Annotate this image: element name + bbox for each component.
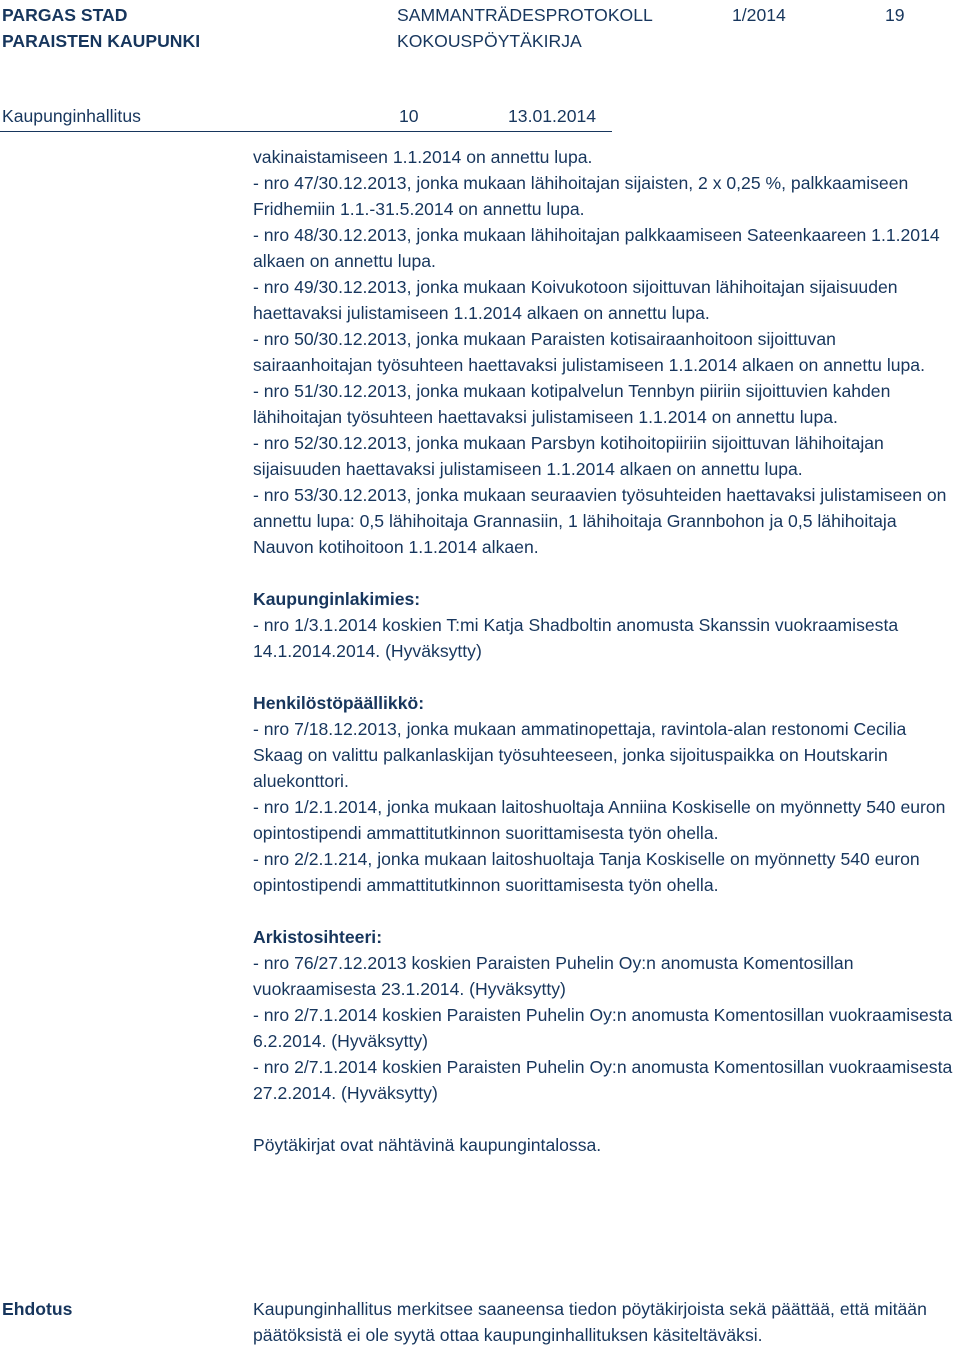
page-number: 19	[885, 5, 905, 25]
closing-note: Pöytäkirjat ovat nähtävinä kaupungintalossa.	[253, 1135, 602, 1155]
org-name-swedish: PARGAS STAD	[2, 5, 128, 25]
list-item: - nro 76/27.12.2013 koskien Paraisten Puhelin Oy:n anomusta Komentosillan vuokraamisesta 23.1.2014. (Hyväksytty)	[253, 953, 854, 999]
meeting-date: 13.01.2014	[508, 106, 597, 126]
list-item: - nro 1/3.1.2014 koskien T:mi Katja Shadboltin anomusta Skanssin vuokraamisesta 14.1.2014.2014. (Hyväksytty)	[253, 615, 899, 661]
list-item: - nro 53/30.12.2013, jonka mukaan seuraavien työsuhteiden haettavaksi julistamiseen on annettu lupa: 0,5 lähihoitaja Grannasiin, 1 lähihoitaja Grannbohon ja 0,5 lähihoitaja Nauvon kotihoitoon 1.1.2014 alkaen.	[253, 485, 947, 557]
section-title-archive-secretary: Arkistosihteeri:	[253, 927, 383, 947]
page-header	[0, 2, 960, 56]
list-item: - nro 2/2.1.214, jonka mukaan laitoshuoltaja Tanja Koskiselle on myönnetty 540 euron opintostipendi ammattitutkinnon suorittamisesta työn ohella.	[253, 849, 920, 895]
proposal-label: Ehdotus	[2, 1299, 73, 1319]
meeting-meta	[0, 103, 960, 129]
list-item: - nro 52/30.12.2013, jonka mukaan Parsbyn kotihoitopiiriin sijoittuvan lähihoitajan sijaisuuden haettavaksi julistamiseen 1.1.2014 alkaen on annettu lupa.	[253, 433, 884, 479]
proposal-text: Kaupunginhallitus merkitsee saaneensa tiedon pöytäkirjoista sekä päättää, että mitään päätöksistä ei ole syytä ottaa kaupunginhallituksen käsiteltäväksi.	[253, 1299, 927, 1345]
list-item: - nro 50/30.12.2013, jonka mukaan Paraisten kotisairaanhoitoon sijoittuvan sairaanhoitajan työsuhteen haettavaksi julistamiseen 1.1.2014 alkaen on annettu lupa.	[253, 329, 925, 375]
doc-type-swedish: SAMMANTRÄDESPROTOKOLL	[397, 5, 653, 25]
meeting-body: Kaupunginhallitus	[2, 106, 141, 126]
section-title-city-lawyer: Kaupunginlakimies:	[253, 589, 421, 609]
list-item: - nro 2/7.1.2014 koskien Paraisten Puhelin Oy:n anomusta Komentosillan vuokraamisesta 6.2.2014. (Hyväksytty)	[253, 1005, 953, 1051]
list-item: - nro 7/18.12.2013, jonka mukaan ammatinopettaja, ravintola-alan restonomi Cecilia Skaag on valittu palkanlaskijan työsuhteeseen, jonka sijoituspaikka on Houtskarin aluekonttori.	[253, 719, 907, 791]
list-item: - nro 1/2.1.2014, jonka mukaan laitoshuoltaja Anniina Koskiselle on myönnetty 540 euron opintostipendi ammattitutkinnon suorittamisesta työn ohella.	[253, 797, 946, 843]
section-title-hr-manager: Henkilöstöpäällikkö:	[253, 693, 425, 713]
doc-type-finnish: KOKOUSPÖYTÄKIRJA	[397, 31, 582, 51]
protocol-number: 1/2014	[732, 5, 786, 25]
list-item: - nro 49/30.12.2013, jonka mukaan Koivukotoon sijoittuvan lähihoitajan sijaisuuden haettavaksi julistamiseen 1.1.2014 alkaen on annettu lupa.	[253, 277, 898, 323]
list-item: - nro 51/30.12.2013, jonka mukaan kotipalvelun Tennbyn piiriin sijoittuvien kahden lähihoitajan työsuhteen haettavaksi julistamiseen 1.1.2014 on annettu lupa.	[253, 381, 891, 427]
list-item: - nro 2/7.1.2014 koskien Paraisten Puhelin Oy:n anomusta Komentosillan vuokraamisesta 27.2.2014. (Hyväksytty)	[253, 1057, 953, 1103]
list-item: - nro 48/30.12.2013, jonka mukaan lähihoitajan palkkaamiseen Sateenkaareen 1.1.2014 alkaen on annettu lupa.	[253, 225, 940, 271]
org-name-finnish: PARAISTEN KAUPUNKI	[2, 31, 201, 51]
list-item: - nro 47/30.12.2013, jonka mukaan lähihoitajan sijaisten, 2 x 0,25 %, palkkaamiseen Fridhemiin 1.1.-31.5.2014 on annettu lupa.	[253, 173, 909, 219]
document-body	[253, 144, 958, 1158]
list-item: vakinaistamiseen 1.1.2014 on annettu lupa.	[253, 147, 593, 167]
meta-divider	[0, 131, 612, 132]
section-number: 10	[399, 106, 419, 126]
